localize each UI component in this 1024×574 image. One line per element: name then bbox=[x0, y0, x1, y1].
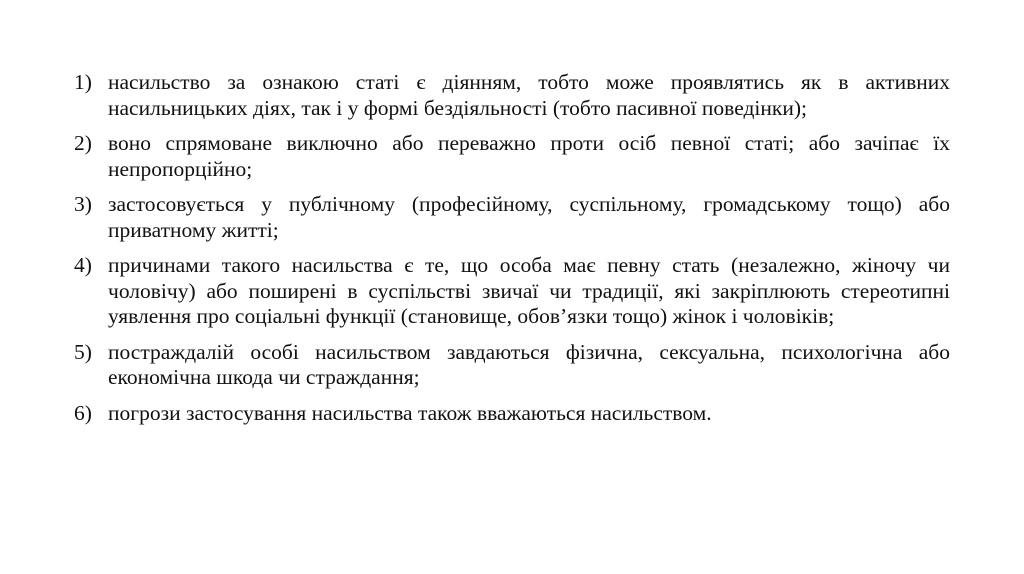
list-item bbox=[74, 253, 950, 330]
list-item-text: воно спрямоване виключно або переважно проти осіб певної статі; або зачіпає їх непропорційно; bbox=[108, 131, 950, 181]
list-item-number: 3) bbox=[74, 192, 92, 216]
list-item-text: погрози застосування насильства також вважаються насильством. bbox=[108, 400, 712, 425]
list-item-number: 6) bbox=[74, 400, 92, 425]
list-item-number: 1) bbox=[74, 70, 92, 94]
list-item-text: насильство за ознакою статі є діянням, тобто може проявлятись як в активних насильницьких діях, так і у формі бездіяльності (тобто пасивної поведінки); bbox=[108, 70, 950, 120]
list-item-text: застосовується у публічному (професійному, суспільному, громадському тощо) або приватному житті; bbox=[108, 192, 950, 242]
list-item-number: 5) bbox=[74, 339, 92, 364]
list-item bbox=[74, 192, 950, 243]
list-item-number: 2) bbox=[74, 131, 92, 155]
list-item bbox=[74, 131, 950, 182]
list-item bbox=[74, 340, 950, 391]
list-item-text: причинами такого насильства є те, що особа має певну стать (незалежно, жіночу чи чоловічу) або поширені в суспільстві звичаї чи традиції, які закріплюють стереотипні уявлення про соціальні функції (становище, обов’язки тощо) жінок і чоловіків; bbox=[108, 253, 950, 328]
list-item bbox=[74, 70, 950, 121]
list-item-text: постраждалій особі насильством завдаються фізична, сексуальна, психологічна або економічна шкода чи страждання; bbox=[108, 339, 950, 389]
numbered-list bbox=[74, 70, 950, 436]
list-item bbox=[74, 401, 950, 427]
list-item-number: 4) bbox=[74, 253, 92, 277]
